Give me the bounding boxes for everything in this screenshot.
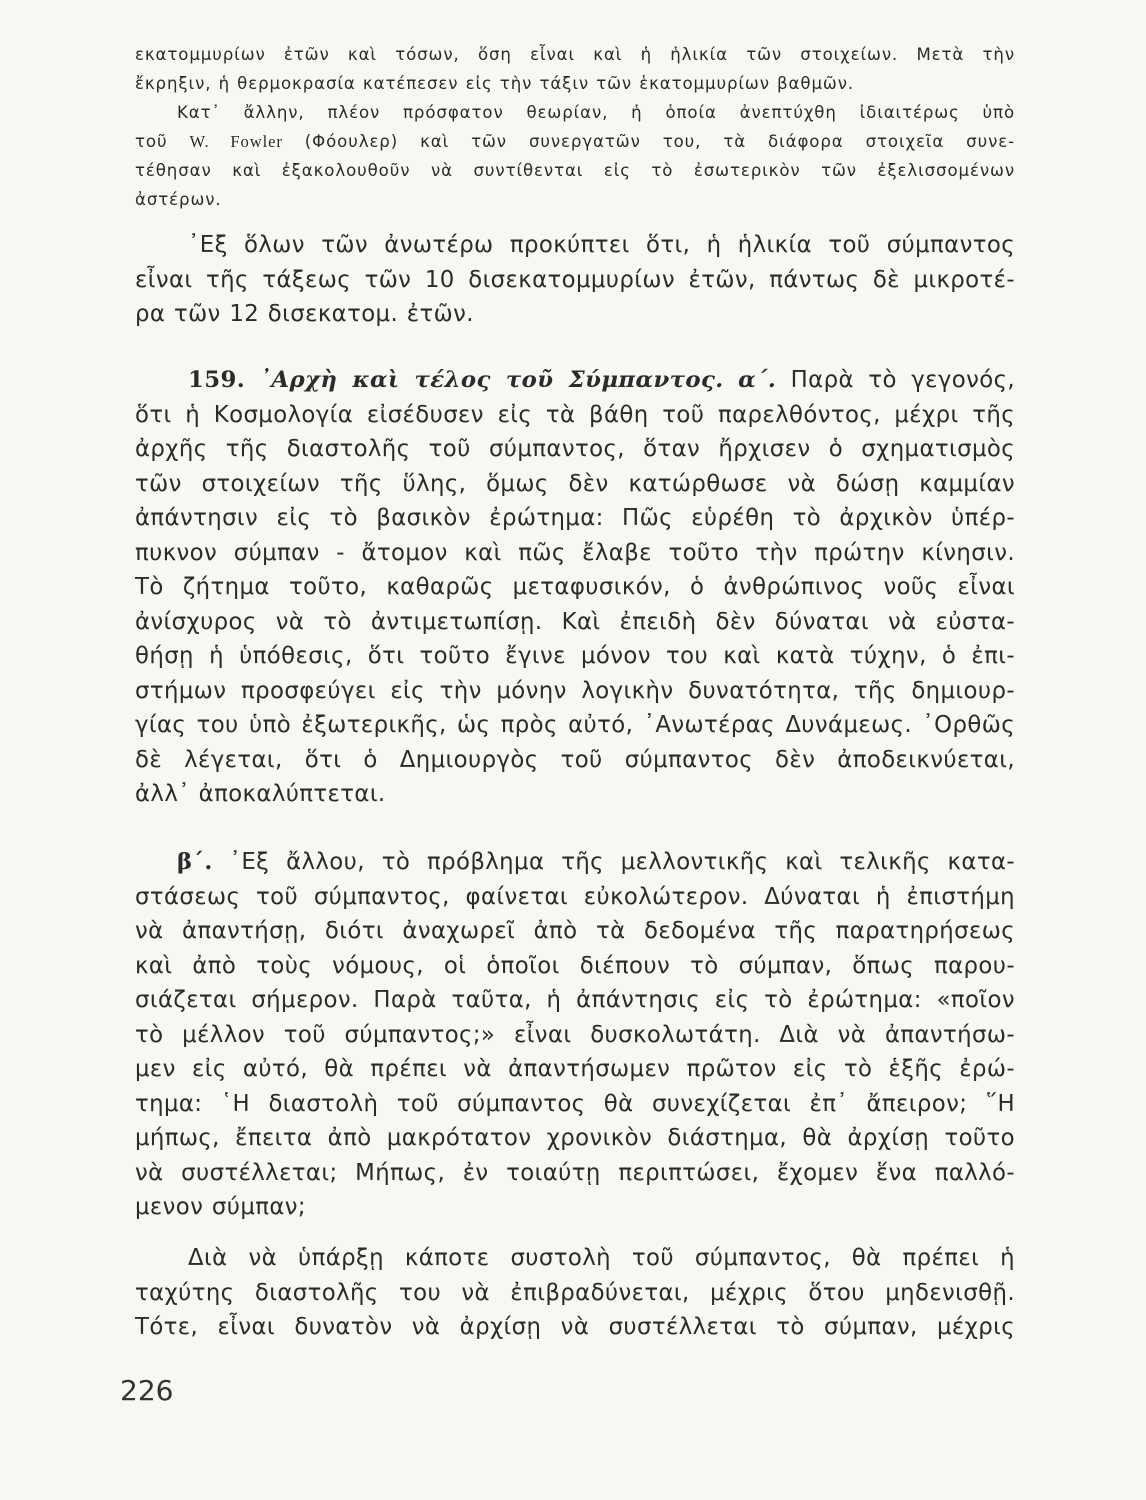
text-line: εἶναι τῆς τάξεως τῶν 10 δισεκατομμυρίων ἐτῶν, πάντως δὲ μικροτέ- — [135, 266, 1015, 293]
paragraph-age — [135, 228, 1015, 332]
section-heading-line — [135, 363, 1015, 398]
text-line: γίας του ὑπὸ ἐξωτερικῆς, ὡς πρὸς αὐτό, ᾿Ανωτέρας Δυνάμεως. ᾿Ορθῶς — [135, 712, 1015, 738]
text-line: ἀπάντησιν εἰς τὸ βασικὸν ἐρώτημα: Πῶς εὑρέθη τὸ ἀρχικὸν ὑπέρ- — [135, 505, 1015, 531]
text-line: τημα: ῾Η διαστολὴ τοῦ σύμπαντος θὰ συνεχίζεται ἐπ᾽ ἄπειρον; ῞Η — [135, 1090, 1015, 1117]
text-line: ἔκρηξιν, ἡ θερμοκρασία κατέπεσεν εἰς τὴν τάξιν τῶν ἑκατομμυρίων βαθμῶν. — [135, 74, 855, 93]
text-line: Τὸ ζήτημα τοῦτο, καθαρῶς μεταφυσικόν, ὁ ἀνθρώπινος νοῦς εἶναι — [135, 574, 1015, 600]
text-line: Τότε, εἶναι δυνατὸν νὰ ἀρχίσῃ νὰ συστέλλεται τὸ σύμπαν, μέχρις — [135, 1314, 1015, 1340]
text-line: ἀστέρων. — [135, 190, 222, 209]
text-line — [135, 127, 1015, 156]
text-segment: τοῦ — [135, 132, 190, 151]
text-line: ἀλλ᾽ ἀποκαλύπτεται. — [135, 781, 386, 807]
text-line: ᾿Εξ ὅλων τῶν ἀνωτέρω προκύπτει ὅτι, ἡ ἡλικία τοῦ σύμπαντος — [188, 232, 1015, 258]
section-number: 159. — [188, 367, 246, 393]
page-number: 226 — [120, 1374, 174, 1407]
text-segment: (Φόουλερ) καὶ τῶν συνεργατῶν του, τὰ διάφορα στοιχεῖα συνε- — [282, 132, 1016, 151]
text-segment: ᾿Εξ ἄλλου, τὸ πρόβλημα τῆς μελλοντικῆς καὶ τελικῆς κατα- — [229, 849, 1015, 875]
text-line: τῶν στοιχείων τῆς ὕλης, ὅμως δὲν κατώρθωσε νὰ δώσῃ καμμίαν — [135, 470, 1015, 497]
paragraph-beta — [135, 845, 1015, 1225]
text-line: Διὰ νὰ ὑπάρξῃ κάποτε συστολὴ τοῦ σύμπαντος, θὰ πρέπει ἡ — [188, 1245, 1015, 1271]
text-line: θήσῃ ἡ ὑπόθεσις, ὅτι τοῦτο ἔγινε μόνον του καὶ κατὰ τύχην, ὁ ἐπι- — [135, 643, 1015, 669]
subsection-marker: β΄. — [177, 849, 213, 875]
text-segment: Παρὰ τὸ γεγονός, — [790, 367, 1016, 393]
text-line: πυκνον σύμπαν - ἄτομον καὶ πῶς ἔλαβε τοῦτο τὴν πρώτην κίνησιν. — [135, 539, 1015, 566]
text-line: ρα τῶν 12 δισεκατομ. ἐτῶν. — [135, 301, 474, 327]
text-line: τέθησαν καὶ ἐξακολουθοῦν νὰ συντίθενται εἰς τὸ ἐσωτερικὸν τῶν ἐξελισσομένων — [135, 161, 1015, 180]
subsection-marker: α΄. — [738, 367, 777, 393]
text-line: Κατ᾽ ἄλλην, πλέον πρόσφατον θεωρίαν, ἡ ὁποία ἀνεπτύχθη ἰδιαιτέρως ὑπὸ — [177, 103, 1015, 122]
text-line: σιάζεται σήμερον. Παρὰ ταῦτα, ἡ ἀπάντησις εἰς τὸ ἐρώτημα: «ποῖον — [135, 987, 1015, 1013]
text-line: στάσεως τοῦ σύμπαντος, φαίνεται εὐκολώτερον. Δύναται ἡ ἐπιστήμη — [135, 883, 1015, 910]
text-line: νὰ ἀπαντήσῃ, διότι ἀναχωρεῖ ἀπὸ τὰ δεδομένα τῆς παρατηρήσεως — [135, 918, 1015, 944]
text-line: δὲ λέγεται, ὅτι ὁ Δημιουργὸς τοῦ σύμπαντος δὲν ἀποδεικνύεται, — [135, 746, 1015, 773]
text-line: μεν εἰς αὐτό, θὰ πρέπει νὰ ἀπαντήσωμεν πρῶτον εἰς τὸ ἑξῆς ἐρώ- — [135, 1056, 1015, 1082]
text-line: τὸ μέλλον τοῦ σύμπαντος;» εἶναι δυσκολωτάτη. Διὰ νὰ ἀπαντήσω- — [135, 1021, 1015, 1048]
paragraph-fowler — [135, 98, 1015, 214]
text-line: ταχύτης διαστολῆς του νὰ ἐπιβραδύνεται, μέχρις ὅτου μηδενισθῇ. — [135, 1279, 1015, 1306]
text-line: στήμων προσφεύγει εἰς τὴν μόνην λογικὴν δυνατότητα, τῆς δημιουρ- — [135, 677, 1015, 704]
text-line — [135, 845, 1015, 880]
text-line: ἀνίσχυρος νὰ τὸ ἀντιμετωπίσῃ. Καὶ ἐπειδὴ δὲν δύναται νὰ εὐστα- — [135, 608, 1015, 635]
text-line: καὶ ἀπὸ τοὺς νόμους, οἱ ὁποῖοι διέπουν τὸ σύμπαν, ὅπως παρου- — [135, 952, 1015, 979]
section-title: ᾿Αρχὴ καὶ τέλος τοῦ Σύμπαντος. — [259, 367, 724, 393]
author-name: W. Fowler — [189, 132, 283, 151]
text-line: μενον σύμπαν; — [135, 1194, 306, 1220]
text-line: νὰ συστέλλεται; Μήπως, ἐν τοιαύτῃ περιπτώσει, ἔχομεν ἕνα παλλό- — [135, 1159, 1015, 1186]
text-line: εκατομμυρίων ἐτῶν καὶ τόσων, ὅση εἶναι καὶ ἡ ἡλικία τῶν στοιχείων. Μετὰ τὴν — [135, 45, 1015, 64]
section-159 — [135, 363, 1015, 812]
text-line: ἀρχῆς τῆς διαστολῆς τοῦ σύμπαντος, ὅταν ἤρχισεν ὁ σχηματισμὸς — [135, 436, 1015, 462]
paragraph-last — [135, 1241, 1015, 1345]
text-line: μήπως, ἔπειτα ἀπὸ μακρότατον χρονικὸν διάστημα, θὰ ἀρχίσῃ τοῦτο — [135, 1125, 1015, 1151]
text-line: ὅτι ἡ Κοσμολογία εἰσέδυσεν εἰς τὰ βάθη τοῦ παρελθόντος, μέχρι τῆς — [135, 401, 1015, 428]
paragraph-top — [135, 40, 1015, 98]
